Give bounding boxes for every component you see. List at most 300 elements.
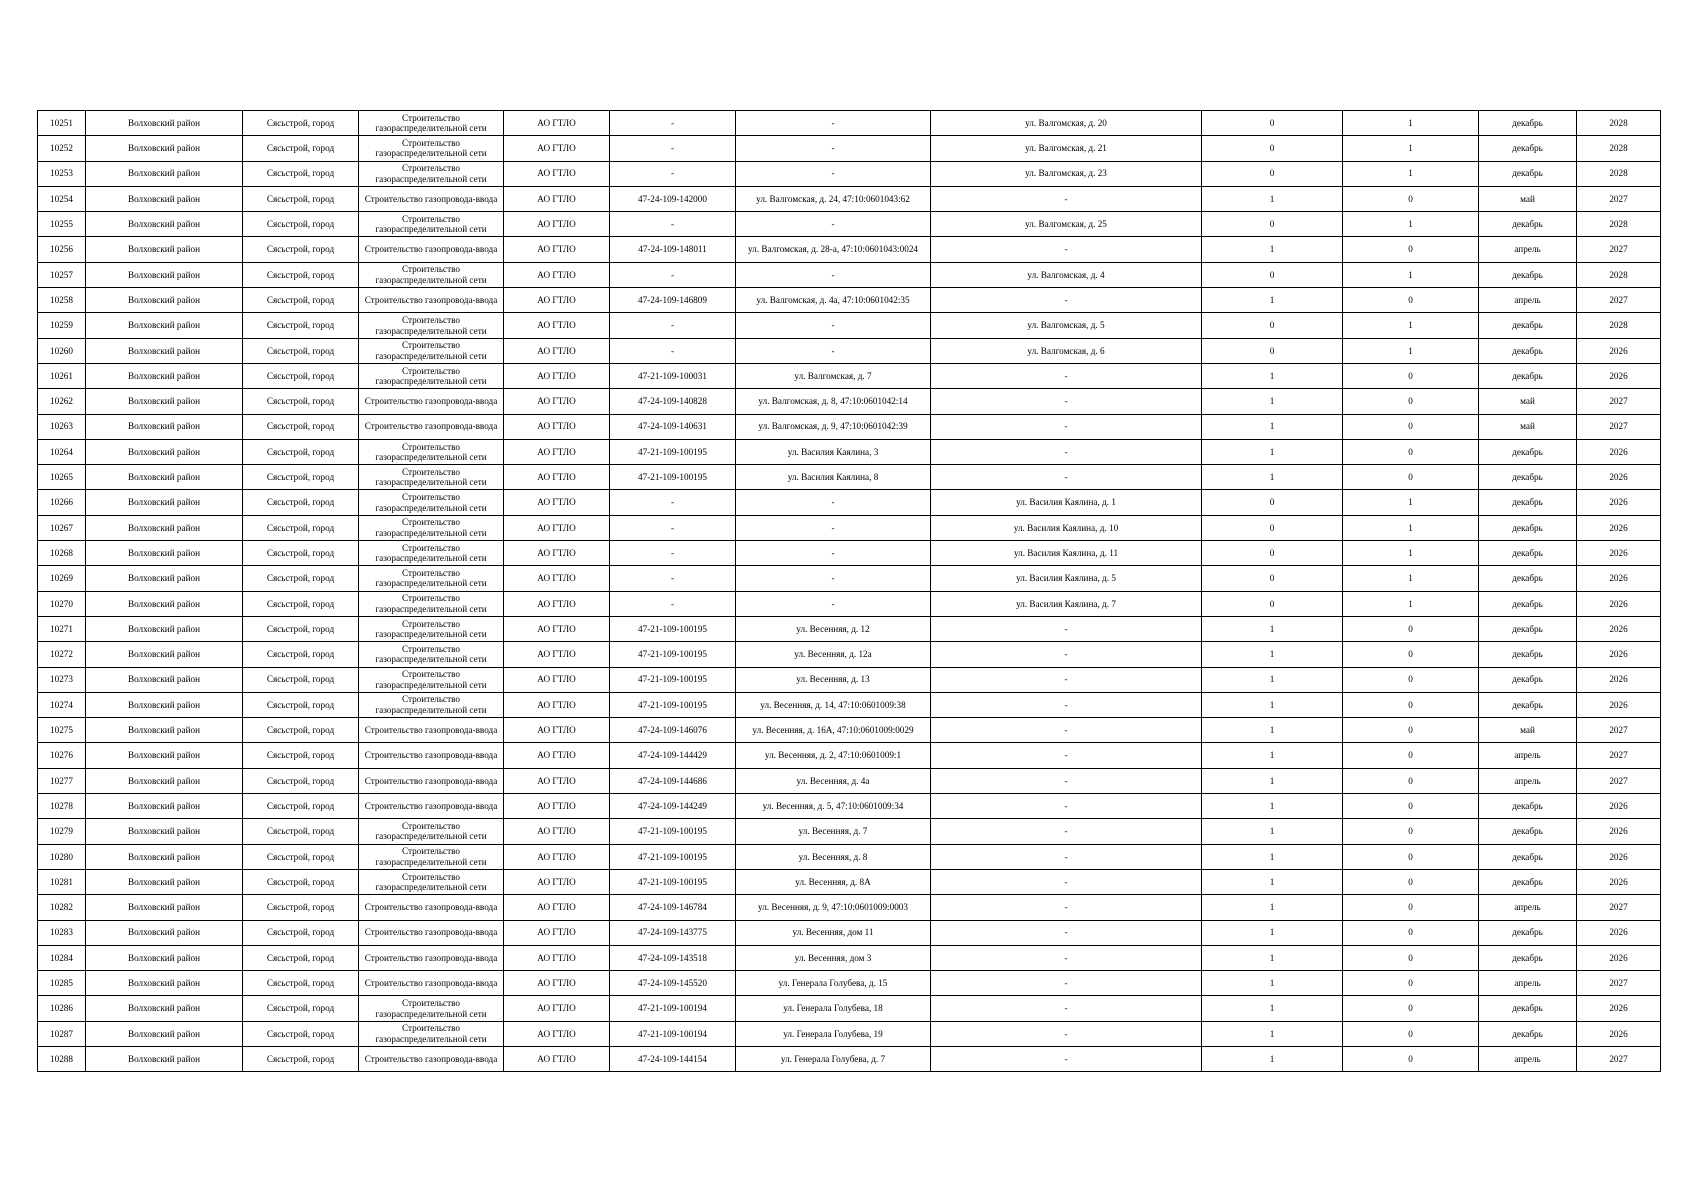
cell-count-a: 1 [1202, 465, 1343, 490]
table-row [38, 262, 1661, 287]
cell-address: - [931, 844, 1202, 869]
cell-work-type: Строительство газопровода-ввода [359, 920, 504, 945]
cell-number: 10278 [38, 794, 86, 819]
cell-district: Волховский район [86, 363, 243, 388]
cell-organization: АО ГТЛО [504, 1021, 610, 1046]
cell-count-a: 0 [1202, 212, 1343, 237]
cell-object-code: - [610, 136, 736, 161]
cell-count-b: 0 [1343, 1021, 1479, 1046]
cell-district: Волховский район [86, 439, 243, 464]
cell-count-b: 1 [1343, 515, 1479, 540]
cell-month: декабрь [1479, 844, 1577, 869]
cell-work-type [359, 490, 504, 515]
cell-number: 10285 [38, 971, 86, 996]
cell-count-b: 0 [1343, 439, 1479, 464]
cell-month: декабрь [1479, 465, 1577, 490]
cell-organization: АО ГТЛО [504, 667, 610, 692]
cell-organization: АО ГТЛО [504, 591, 610, 616]
cell-settlement: Сясьстрой, город [243, 844, 359, 869]
cell-settlement: Сясьстрой, город [243, 541, 359, 566]
cell-work-type: Строительство газопровода-ввода [359, 288, 504, 313]
cell-month: декабрь [1479, 945, 1577, 970]
cell-count-b: 0 [1343, 389, 1479, 414]
cell-work-type [359, 869, 504, 894]
cell-number: 10272 [38, 642, 86, 667]
cell-number: 10254 [38, 186, 86, 211]
cell-month: апрель [1479, 768, 1577, 793]
cell-object-code: 47-24-109-140631 [610, 414, 736, 439]
cell-district: Волховский район [86, 465, 243, 490]
cell-settlement: Сясьстрой, город [243, 465, 359, 490]
cell-object: ул. Генерала Голубева, д. 7 [736, 1046, 931, 1071]
cell-count-a: 0 [1202, 541, 1343, 566]
cell-object: ул. Валгомская, д. 9, 47:10:0601042:39 [736, 414, 931, 439]
cell-district: Волховский район [86, 819, 243, 844]
cell-address: - [931, 819, 1202, 844]
cell-address: - [931, 616, 1202, 641]
table-row [38, 692, 1661, 717]
cell-object: - [736, 212, 931, 237]
cell-count-b: 1 [1343, 313, 1479, 338]
cell-settlement: Сясьстрой, город [243, 819, 359, 844]
cell-work-type [359, 161, 504, 186]
cell-work-type [359, 262, 504, 287]
cell-district: Волховский район [86, 288, 243, 313]
cell-address: ул. Валгомская, д. 25 [931, 212, 1202, 237]
cell-work-type [359, 566, 504, 591]
cell-count-a: 1 [1202, 667, 1343, 692]
cell-work-type-text: Строительство газораспределительной сети [375, 441, 487, 462]
cell-object-code: 47-24-109-144154 [610, 1046, 736, 1071]
cell-object-code: 47-24-109-146809 [610, 288, 736, 313]
cell-district: Волховский район [86, 844, 243, 869]
table-row [38, 971, 1661, 996]
cell-year: 2027 [1577, 768, 1661, 793]
cell-year: 2027 [1577, 971, 1661, 996]
cell-settlement: Сясьстрой, город [243, 692, 359, 717]
cell-month: декабрь [1479, 490, 1577, 515]
cell-work-type-text: Строительство газораспределительной сети [375, 669, 487, 690]
cell-address: - [931, 439, 1202, 464]
cell-address: - [931, 414, 1202, 439]
cell-month: декабрь [1479, 667, 1577, 692]
cell-organization: АО ГТЛО [504, 414, 610, 439]
table-row [38, 363, 1661, 388]
cell-object-code: 47-21-109-100031 [610, 363, 736, 388]
cell-object: ул. Весенняя, д. 4а [736, 768, 931, 793]
cell-district: Волховский район [86, 642, 243, 667]
cell-count-a: 0 [1202, 161, 1343, 186]
cell-object: - [736, 541, 931, 566]
cell-count-b: 0 [1343, 794, 1479, 819]
cell-month: апрель [1479, 288, 1577, 313]
cell-year: 2026 [1577, 794, 1661, 819]
table-row [38, 642, 1661, 667]
cell-district: Волховский район [86, 667, 243, 692]
cell-address: - [931, 971, 1202, 996]
cell-work-type-text: Строительство газораспределительной сети [375, 542, 487, 564]
cell-work-type-text: Строительство газораспределительной сети [375, 694, 487, 715]
cell-settlement: Сясьстрой, город [243, 616, 359, 641]
cell-district: Волховский район [86, 869, 243, 894]
cell-count-b: 0 [1343, 186, 1479, 211]
cell-object-code: - [610, 515, 736, 540]
cell-count-a: 1 [1202, 1046, 1343, 1071]
cell-organization: АО ГТЛО [504, 692, 610, 717]
cell-work-type [359, 616, 504, 641]
cell-settlement: Сясьстрой, город [243, 515, 359, 540]
cell-month: декабрь [1479, 515, 1577, 540]
table-row [38, 338, 1661, 363]
cell-organization: АО ГТЛО [504, 1046, 610, 1071]
cell-count-a: 1 [1202, 794, 1343, 819]
cell-organization: АО ГТЛО [504, 566, 610, 591]
cell-month: апрель [1479, 237, 1577, 262]
cell-organization: АО ГТЛО [504, 161, 610, 186]
cell-settlement: Сясьстрой, город [243, 490, 359, 515]
cell-settlement: Сясьстрой, город [243, 338, 359, 363]
cell-object: - [736, 161, 931, 186]
cell-year: 2026 [1577, 920, 1661, 945]
cell-month: декабрь [1479, 996, 1577, 1021]
cell-organization: АО ГТЛО [504, 490, 610, 515]
cell-work-type [359, 1021, 504, 1046]
cell-object: ул. Весенняя, д. 5, 47:10:0601009:34 [736, 794, 931, 819]
cell-month: декабрь [1479, 313, 1577, 338]
cell-work-type: Строительство газопровода-ввода [359, 414, 504, 439]
cell-count-a: 1 [1202, 819, 1343, 844]
cell-month: декабрь [1479, 819, 1577, 844]
cell-count-b: 0 [1343, 667, 1479, 692]
cell-work-type-text: Строительство газораспределительной сети [375, 340, 487, 361]
cell-work-type: Строительство газопровода-ввода [359, 237, 504, 262]
cell-district: Волховский район [86, 136, 243, 161]
table-row [38, 794, 1661, 819]
cell-object-code: 47-21-109-100194 [610, 996, 736, 1021]
table-row [38, 819, 1661, 844]
cell-address: ул. Василия Каялина, д. 5 [931, 566, 1202, 591]
cell-number: 10255 [38, 212, 86, 237]
cell-work-type-text: Строительство газораспределительной сети [375, 871, 487, 893]
cell-count-b: 0 [1343, 288, 1479, 313]
gasification-register-table [37, 110, 1661, 1072]
cell-address: - [931, 920, 1202, 945]
cell-organization: АО ГТЛО [504, 718, 610, 743]
cell-count-b: 1 [1343, 566, 1479, 591]
cell-district: Волховский район [86, 313, 243, 338]
cell-count-a: 1 [1202, 844, 1343, 869]
cell-count-a: 0 [1202, 490, 1343, 515]
cell-district: Волховский район [86, 541, 243, 566]
cell-settlement: Сясьстрой, город [243, 288, 359, 313]
cell-month: декабрь [1479, 363, 1577, 388]
cell-count-a: 0 [1202, 262, 1343, 287]
cell-month: декабрь [1479, 794, 1577, 819]
cell-count-b: 1 [1343, 136, 1479, 161]
cell-object-code: 47-21-109-100195 [610, 642, 736, 667]
cell-district: Волховский район [86, 591, 243, 616]
cell-count-b: 1 [1343, 338, 1479, 363]
cell-work-type-text: Строительство газораспределительной сети [375, 365, 487, 387]
cell-year: 2026 [1577, 363, 1661, 388]
cell-object-code: - [610, 591, 736, 616]
cell-district: Волховский район [86, 920, 243, 945]
cell-work-type-text: Строительство газораспределительной сети [375, 846, 487, 867]
cell-district: Волховский район [86, 1046, 243, 1071]
cell-month: декабрь [1479, 1021, 1577, 1046]
cell-settlement: Сясьстрой, город [243, 768, 359, 793]
cell-number: 10266 [38, 490, 86, 515]
cell-settlement: Сясьстрой, город [243, 642, 359, 667]
table-row [38, 667, 1661, 692]
cell-work-type: Строительство газопровода-ввода [359, 743, 504, 768]
cell-year: 2026 [1577, 616, 1661, 641]
cell-address: ул. Василия Каялина, д. 1 [931, 490, 1202, 515]
cell-organization: АО ГТЛО [504, 844, 610, 869]
table-row [38, 541, 1661, 566]
table-row [38, 288, 1661, 313]
cell-year: 2027 [1577, 288, 1661, 313]
table-row [38, 895, 1661, 920]
cell-object-code: 47-24-109-146784 [610, 895, 736, 920]
table-row [38, 945, 1661, 970]
cell-address: - [931, 1046, 1202, 1071]
cell-object-code: - [610, 262, 736, 287]
table-row [38, 768, 1661, 793]
cell-address: - [931, 389, 1202, 414]
cell-district: Волховский район [86, 566, 243, 591]
cell-address: - [931, 996, 1202, 1021]
cell-object-code: 47-24-109-143775 [610, 920, 736, 945]
cell-year: 2026 [1577, 869, 1661, 894]
cell-count-a: 1 [1202, 945, 1343, 970]
cell-organization: АО ГТЛО [504, 895, 610, 920]
cell-work-type-text: Строительство газораспределительной сети [375, 315, 487, 336]
cell-year: 2027 [1577, 389, 1661, 414]
cell-settlement: Сясьстрой, город [243, 945, 359, 970]
cell-object-code: 47-21-109-100195 [610, 667, 736, 692]
cell-object-code: 47-24-109-144249 [610, 794, 736, 819]
cell-count-a: 0 [1202, 338, 1343, 363]
cell-count-b: 0 [1343, 996, 1479, 1021]
cell-year: 2026 [1577, 945, 1661, 970]
cell-district: Волховский район [86, 692, 243, 717]
cell-year: 2026 [1577, 541, 1661, 566]
cell-work-type-text: Строительство газораспределительной сети [375, 112, 487, 134]
cell-count-a: 1 [1202, 869, 1343, 894]
cell-work-type-text: Строительство газораспределительной сети [375, 567, 487, 589]
cell-count-a: 1 [1202, 718, 1343, 743]
table-row [38, 718, 1661, 743]
cell-number: 10267 [38, 515, 86, 540]
cell-number: 10279 [38, 819, 86, 844]
cell-month: апрель [1479, 971, 1577, 996]
cell-count-b: 0 [1343, 768, 1479, 793]
cell-month: декабрь [1479, 541, 1577, 566]
cell-year: 2026 [1577, 692, 1661, 717]
cell-work-type-text: Строительство газораспределительной сети [375, 264, 487, 285]
cell-settlement: Сясьстрой, город [243, 794, 359, 819]
cell-object: ул. Весенняя, д. 2, 47:10:0601009:1 [736, 743, 931, 768]
cell-address: - [931, 237, 1202, 262]
cell-number: 10251 [38, 111, 86, 136]
table-row [38, 869, 1661, 894]
cell-month: декабрь [1479, 212, 1577, 237]
cell-year: 2026 [1577, 465, 1661, 490]
cell-number: 10270 [38, 591, 86, 616]
cell-work-type: Строительство газопровода-ввода [359, 1046, 504, 1071]
cell-organization: АО ГТЛО [504, 313, 610, 338]
cell-object-code: 47-24-109-140828 [610, 389, 736, 414]
cell-organization: АО ГТЛО [504, 541, 610, 566]
table-row [38, 389, 1661, 414]
cell-count-a: 1 [1202, 414, 1343, 439]
cell-work-type-text: Строительство газораспределительной сети [375, 517, 487, 538]
cell-object: ул. Весенняя, дом 3 [736, 945, 931, 970]
cell-work-type-text: Строительство газораспределительной сети [375, 618, 487, 640]
cell-number: 10253 [38, 161, 86, 186]
cell-object: ул. Валгомская, д. 8, 47:10:0601042:14 [736, 389, 931, 414]
cell-number: 10277 [38, 768, 86, 793]
cell-organization: АО ГТЛО [504, 212, 610, 237]
cell-settlement: Сясьстрой, город [243, 1046, 359, 1071]
cell-organization: АО ГТЛО [504, 794, 610, 819]
cell-settlement: Сясьстрой, город [243, 439, 359, 464]
table-row [38, 920, 1661, 945]
cell-count-b: 1 [1343, 490, 1479, 515]
cell-work-type [359, 515, 504, 540]
cell-object: ул. Весенняя, д. 7 [736, 819, 931, 844]
cell-month: декабрь [1479, 161, 1577, 186]
cell-work-type-text: Строительство газораспределительной сети [375, 163, 487, 184]
cell-number: 10281 [38, 869, 86, 894]
cell-count-a: 1 [1202, 616, 1343, 641]
cell-settlement: Сясьстрой, город [243, 718, 359, 743]
cell-address: - [931, 288, 1202, 313]
cell-organization: АО ГТЛО [504, 389, 610, 414]
cell-object: ул. Весенняя, д. 8А [736, 869, 931, 894]
cell-organization: АО ГТЛО [504, 237, 610, 262]
cell-object: ул. Весенняя, д. 12а [736, 642, 931, 667]
cell-number: 10288 [38, 1046, 86, 1071]
cell-address: ул. Валгомская, д. 21 [931, 136, 1202, 161]
cell-object-code: 47-21-109-100195 [610, 616, 736, 641]
cell-address: - [931, 768, 1202, 793]
cell-address: - [931, 667, 1202, 692]
cell-work-type: Строительство газопровода-ввода [359, 389, 504, 414]
cell-work-type: Строительство газопровода-ввода [359, 718, 504, 743]
cell-settlement: Сясьстрой, город [243, 1021, 359, 1046]
cell-object: ул. Валгомская, д. 4а, 47:10:0601042:35 [736, 288, 931, 313]
cell-settlement: Сясьстрой, город [243, 262, 359, 287]
cell-settlement: Сясьстрой, город [243, 186, 359, 211]
cell-object-code: 47-21-109-100195 [610, 819, 736, 844]
cell-year: 2027 [1577, 186, 1661, 211]
cell-settlement: Сясьстрой, город [243, 313, 359, 338]
cell-settlement: Сясьстрой, город [243, 237, 359, 262]
cell-count-b: 0 [1343, 718, 1479, 743]
cell-object-code: 47-21-109-100195 [610, 844, 736, 869]
cell-organization: АО ГТЛО [504, 439, 610, 464]
table-row [38, 591, 1661, 616]
cell-month: апрель [1479, 1046, 1577, 1071]
cell-year: 2028 [1577, 313, 1661, 338]
cell-count-b: 0 [1343, 869, 1479, 894]
cell-work-type [359, 313, 504, 338]
cell-settlement: Сясьстрой, город [243, 389, 359, 414]
cell-settlement: Сясьстрой, город [243, 212, 359, 237]
cell-object-code: 47-24-109-144686 [610, 768, 736, 793]
cell-object: - [736, 490, 931, 515]
cell-count-b: 0 [1343, 692, 1479, 717]
cell-address: ул. Валгомская, д. 4 [931, 262, 1202, 287]
cell-number: 10284 [38, 945, 86, 970]
cell-district: Волховский район [86, 515, 243, 540]
cell-count-a: 1 [1202, 288, 1343, 313]
cell-work-type [359, 591, 504, 616]
cell-object-code: 47-21-109-100195 [610, 692, 736, 717]
cell-work-type: Строительство газопровода-ввода [359, 945, 504, 970]
cell-object: ул. Генерала Голубева, д. 15 [736, 971, 931, 996]
cell-work-type [359, 465, 504, 490]
cell-count-b: 1 [1343, 111, 1479, 136]
cell-district: Волховский район [86, 186, 243, 211]
cell-object: ул. Василия Каялина, 3 [736, 439, 931, 464]
cell-year: 2028 [1577, 262, 1661, 287]
cell-settlement: Сясьстрой, город [243, 895, 359, 920]
cell-address: ул. Валгомская, д. 5 [931, 313, 1202, 338]
cell-count-a: 1 [1202, 920, 1343, 945]
cell-year: 2028 [1577, 136, 1661, 161]
cell-work-type-text: Строительство газораспределительной сети [375, 998, 487, 1019]
cell-count-a: 0 [1202, 515, 1343, 540]
cell-address: - [931, 363, 1202, 388]
cell-number: 10269 [38, 566, 86, 591]
cell-address: - [931, 945, 1202, 970]
cell-district: Волховский район [86, 414, 243, 439]
cell-address: - [931, 718, 1202, 743]
cell-district: Волховский район [86, 338, 243, 363]
cell-district: Волховский район [86, 945, 243, 970]
cell-address: - [931, 186, 1202, 211]
cell-count-b: 1 [1343, 212, 1479, 237]
cell-object-code: - [610, 566, 736, 591]
cell-count-a: 1 [1202, 971, 1343, 996]
cell-work-type-text: Строительство газораспределительной сети [375, 213, 487, 235]
cell-number: 10252 [38, 136, 86, 161]
cell-district: Волховский район [86, 768, 243, 793]
cell-count-a: 1 [1202, 237, 1343, 262]
cell-object-code: 47-24-109-144429 [610, 743, 736, 768]
cell-settlement: Сясьстрой, город [243, 869, 359, 894]
cell-count-b: 0 [1343, 642, 1479, 667]
cell-work-type-text: Строительство газораспределительной сети [375, 593, 487, 614]
cell-month: декабрь [1479, 692, 1577, 717]
cell-district: Волховский район [86, 895, 243, 920]
cell-object: ул. Весенняя, д. 8 [736, 844, 931, 869]
cell-organization: АО ГТЛО [504, 743, 610, 768]
cell-object-code: 47-21-109-100195 [610, 465, 736, 490]
cell-number: 10273 [38, 667, 86, 692]
cell-object-code: - [610, 212, 736, 237]
cell-organization: АО ГТЛО [504, 642, 610, 667]
cell-number: 10282 [38, 895, 86, 920]
table-row [38, 743, 1661, 768]
cell-count-a: 1 [1202, 642, 1343, 667]
cell-count-a: 0 [1202, 566, 1343, 591]
cell-count-b: 0 [1343, 920, 1479, 945]
cell-work-type [359, 439, 504, 464]
